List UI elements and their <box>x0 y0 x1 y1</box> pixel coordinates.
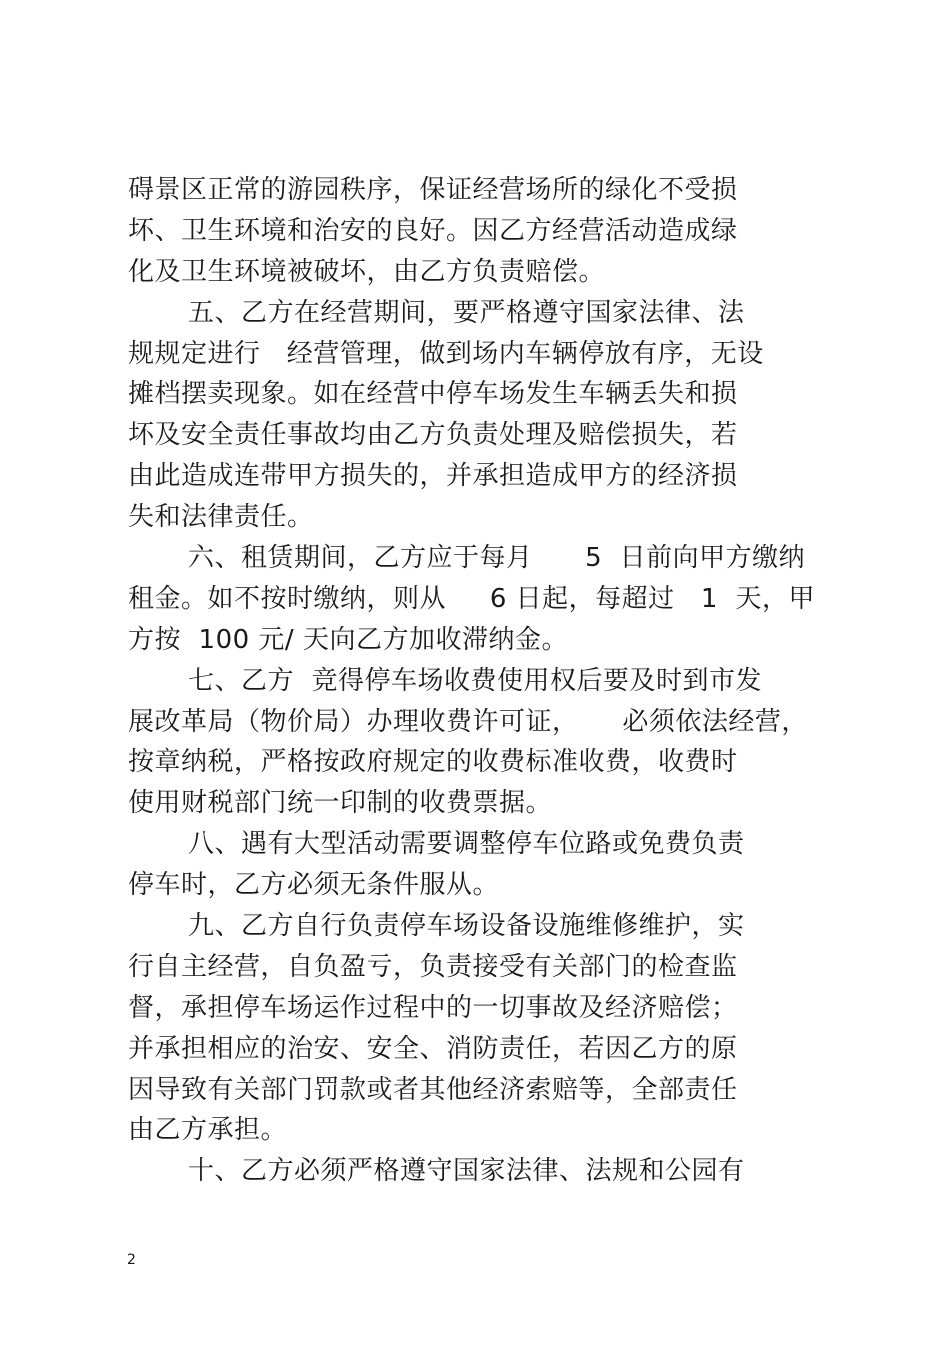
text-line: 化及卫生环境被破坏，由乙方负责赔偿。 <box>128 256 606 287</box>
text-line: 摊档摆卖现象。如在经营中停车场发生车辆丢失和损 <box>128 379 738 410</box>
clause-8-start: 八、遇有大型活动需要调整停车位路或免费负责 <box>188 829 745 860</box>
text-line: 按章纳税，严格按政府规定的收费标准收费，收费时 <box>128 747 738 778</box>
text-line: 因导致有关部门罚款或者其他经济索赔等，全部责任 <box>128 1074 738 1105</box>
clause-7-start: 七、乙方 竞得停车场收费使用权后要及时到市发 <box>188 665 763 696</box>
text-line: 展改革局（物价局）办理收费许可证， 必须依法经营， <box>128 706 808 737</box>
text-line: 停车时，乙方必须无条件服从。 <box>128 870 500 901</box>
body-text <box>128 170 828 1192</box>
text-line: 坏、卫生环境和治安的良好。因乙方经营活动造成绿 <box>128 215 738 246</box>
text-line: 并承担相应的治安、安全、消防责任，若因乙方的原 <box>128 1033 738 1064</box>
clause-6-start: 六、租赁期间，乙方应于每月 5 日前向甲方缴纳 <box>188 543 806 574</box>
text-line: 规规定进行 经营管理，做到场内车辆停放有序，无设 <box>128 338 764 369</box>
text-line: 碍景区正常的游园秩序，保证经营场所的绿化不受损 <box>128 175 738 205</box>
text-line: 由此造成连带甲方损失的，并承担造成甲方的经济损 <box>128 461 738 492</box>
clause-9-start: 九、乙方自行负责停车场设备设施维修维护，实 <box>188 911 745 942</box>
text-line: 行自主经营，自负盈亏，负责接受有关部门的检查监 <box>128 951 738 982</box>
text-line: 由乙方承担。 <box>128 1115 288 1146</box>
text-line: 督，承担停车场运作过程中的一切事故及经济赔偿； <box>128 992 738 1023</box>
text-line: 坏及安全责任事故均由乙方负责处理及赔偿损失，若 <box>128 420 738 451</box>
clause-10-start: 十、乙方必须严格遵守国家法律、法规和公园有 <box>188 1156 745 1187</box>
text-line: 失和法律责任。 <box>128 502 314 533</box>
text-line: 使用财税部门统一印制的收费票据。 <box>128 788 553 819</box>
text-line: 租金。如不按时缴纳，则从 6 日起，每超过 1 天，甲 <box>128 583 815 614</box>
page-number: 2 <box>127 1252 136 1268</box>
text-line: 方按 100 元/ 天向乙方加收滞纳金。 <box>128 624 568 655</box>
clause-5-start: 五、乙方在经营期间，要严格遵守国家法律、法 <box>188 297 745 328</box>
